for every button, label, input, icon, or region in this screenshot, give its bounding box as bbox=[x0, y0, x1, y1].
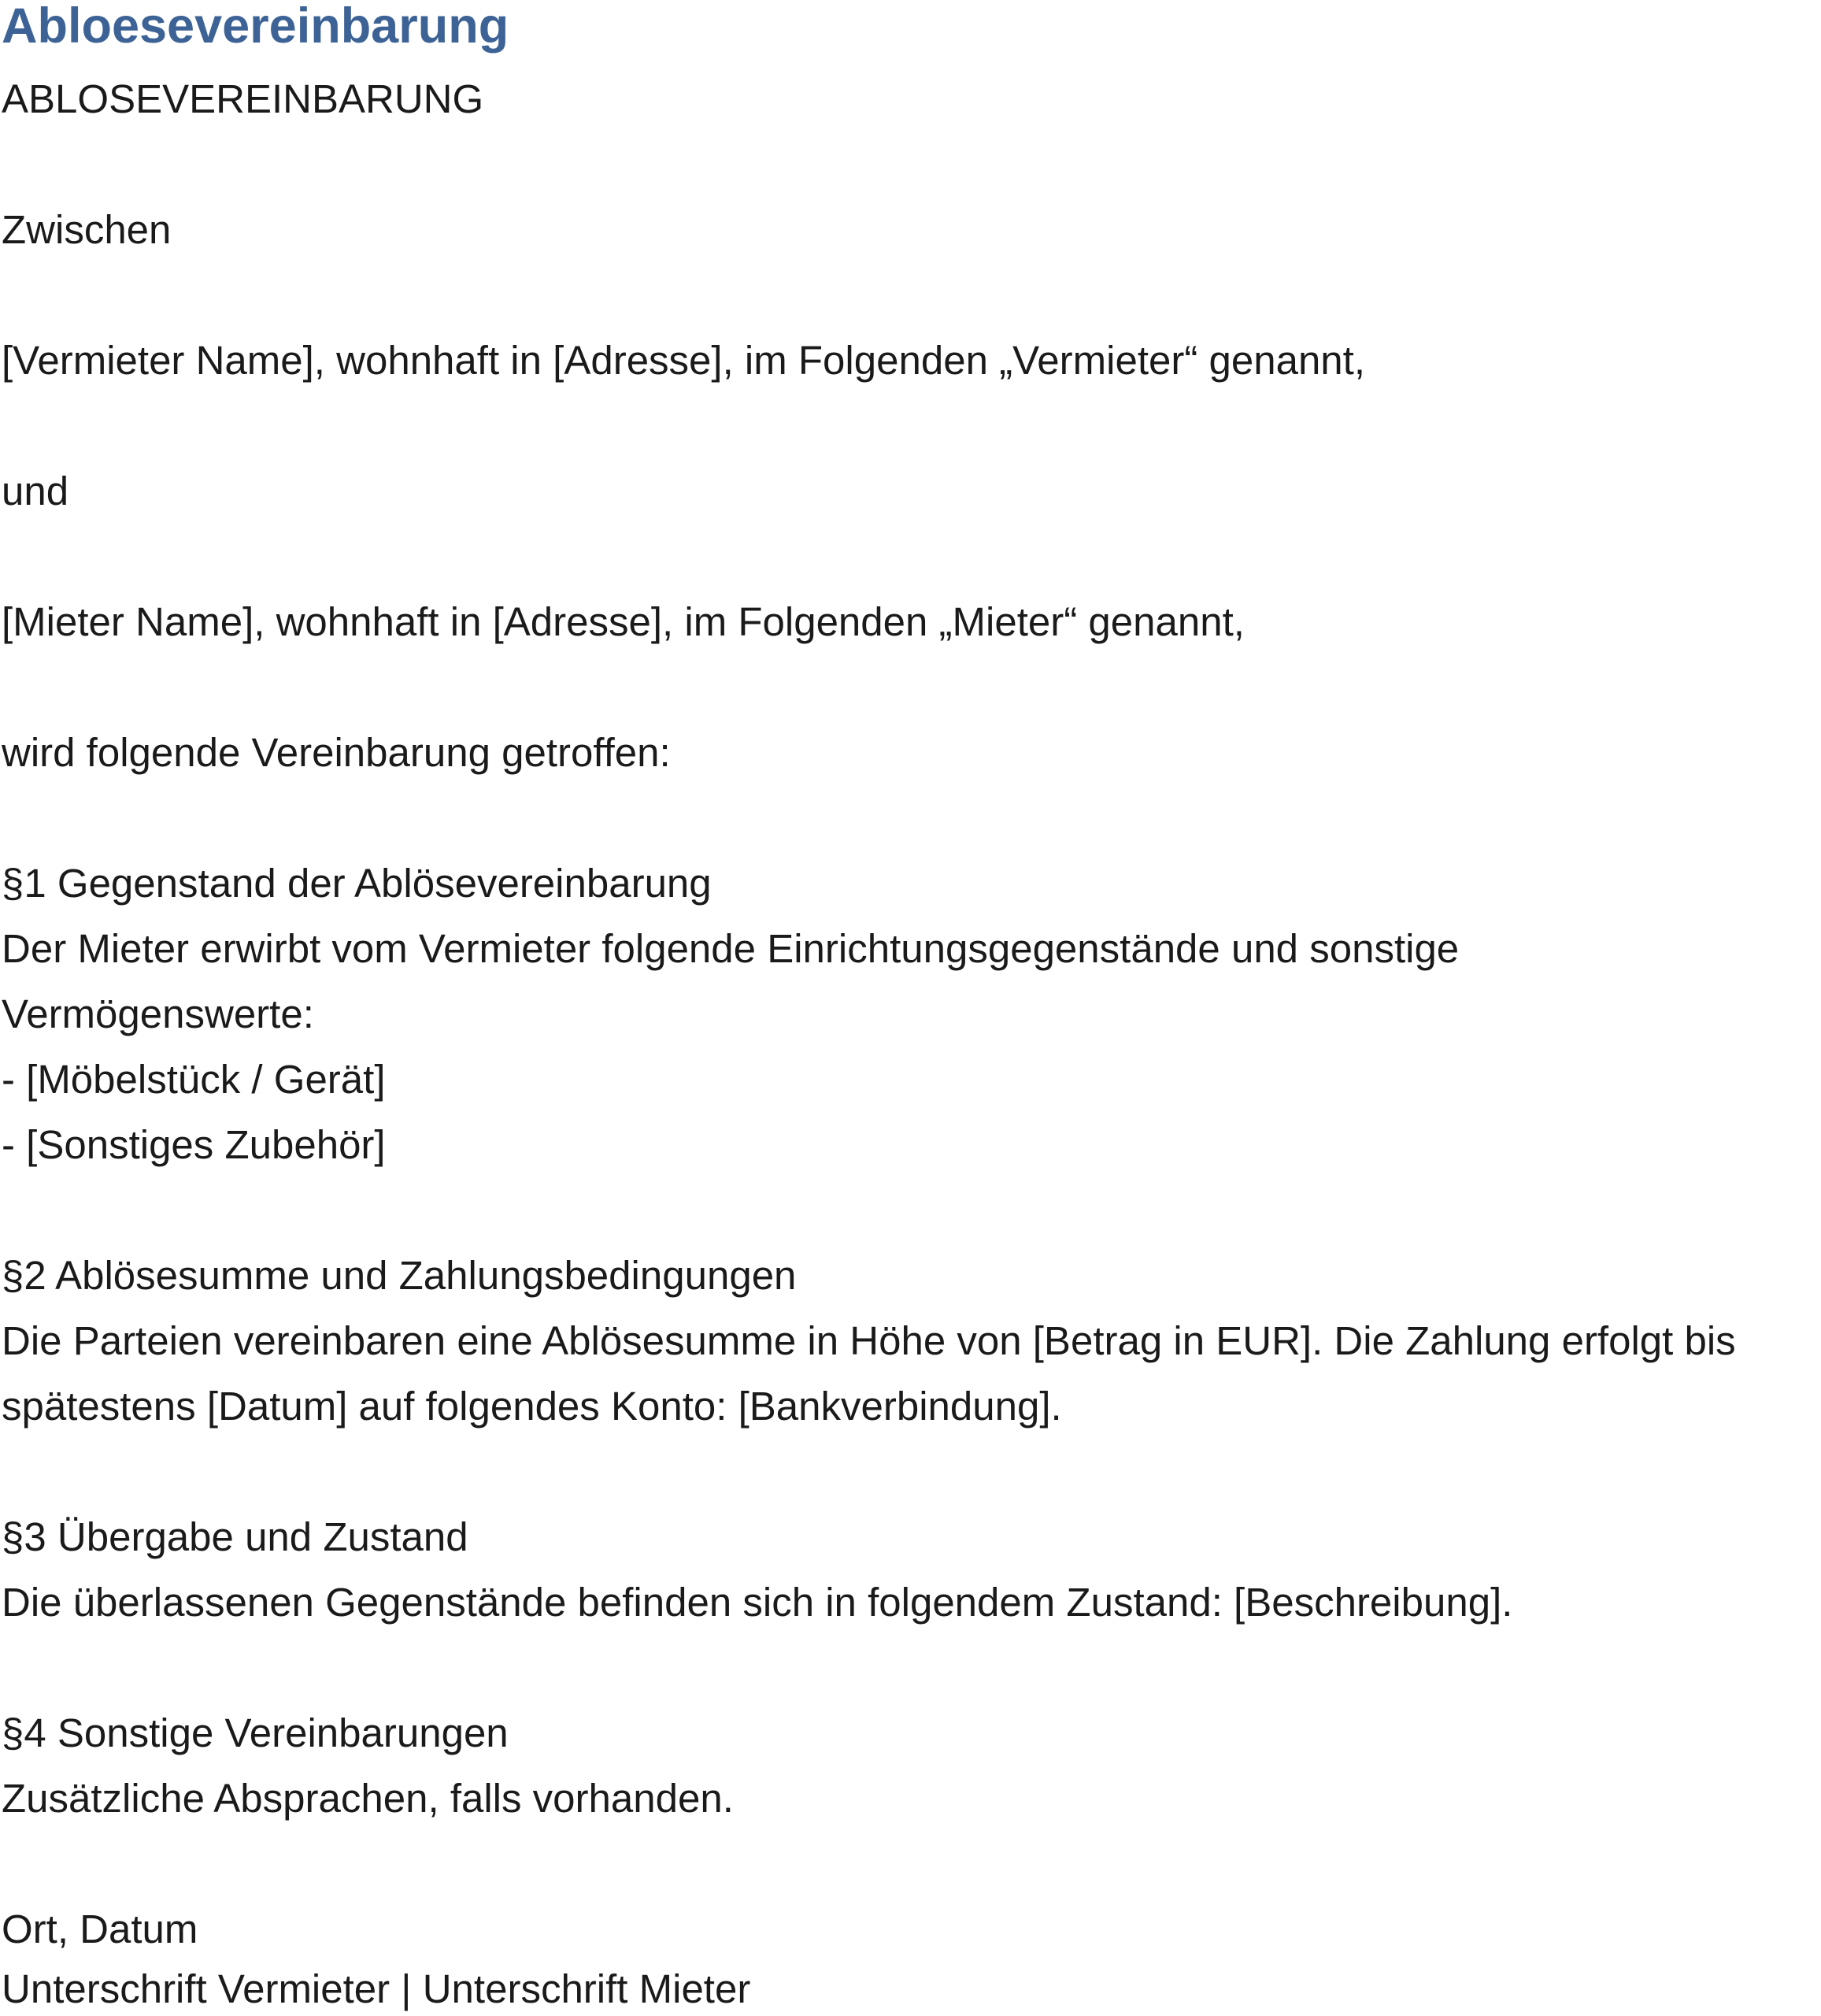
tenant-party-line: [Mieter Name], wohnhaft in [Adresse], im Folgenden „Mieter“ genannt, bbox=[2, 599, 1245, 644]
section-1-list-item-2: - [Sonstiges Zubehör] bbox=[2, 1122, 386, 1167]
section-1-line-1: Der Mieter erwirbt vom Vermieter folgende Einrichtungsgegenstände und sonstige bbox=[2, 926, 1460, 971]
document-subheading: ABLOSEVEREINBARUNG bbox=[2, 76, 484, 121]
agreement-intro-text: wird folgende Vereinbarung getroffen: bbox=[2, 730, 671, 775]
section-2-line-2: spätestens [Datum] auf folgendes Konto: [Bankverbindung]. bbox=[2, 1384, 1062, 1429]
conjunction-text: und bbox=[2, 469, 69, 513]
signature-line: Unterschrift Vermieter | Unterschrift Mieter bbox=[2, 1966, 751, 2011]
section-4-title: §4 Sonstige Vereinbarungen bbox=[2, 1710, 509, 1755]
section-4-line-1: Zusätzliche Absprachen, falls vorhanden. bbox=[2, 1776, 734, 1821]
intro-text: Zwischen bbox=[2, 207, 172, 252]
place-date-line: Ort, Datum bbox=[2, 1907, 198, 1951]
section-2-title: §2 Ablösesumme und Zahlungsbedingungen bbox=[2, 1253, 797, 1298]
landlord-party-line: [Vermieter Name], wohnhaft in [Adresse], im Folgenden „Vermieter“ genannt, bbox=[2, 338, 1366, 383]
section-1-line-2: Vermögenswerte: bbox=[2, 991, 314, 1036]
section-1-title: §1 Gegenstand der Ablösevereinbarung bbox=[2, 861, 712, 906]
section-2-line-1: Die Parteien vereinbaren eine Ablösesumme in Höhe von [Betrag in EUR]. Die Zahlung erfolgt bis bbox=[2, 1318, 1736, 1363]
document-title: Abloesevereinbarung bbox=[2, 0, 509, 54]
section-3-title: §3 Übergabe und Zustand bbox=[2, 1514, 468, 1559]
section-1-list-item-1: - [Möbelstück / Gerät] bbox=[2, 1057, 386, 1102]
section-3-line-1: Die überlassenen Gegenstände befinden sich in folgendem Zustand: [Beschreibung]. bbox=[2, 1580, 1513, 1625]
